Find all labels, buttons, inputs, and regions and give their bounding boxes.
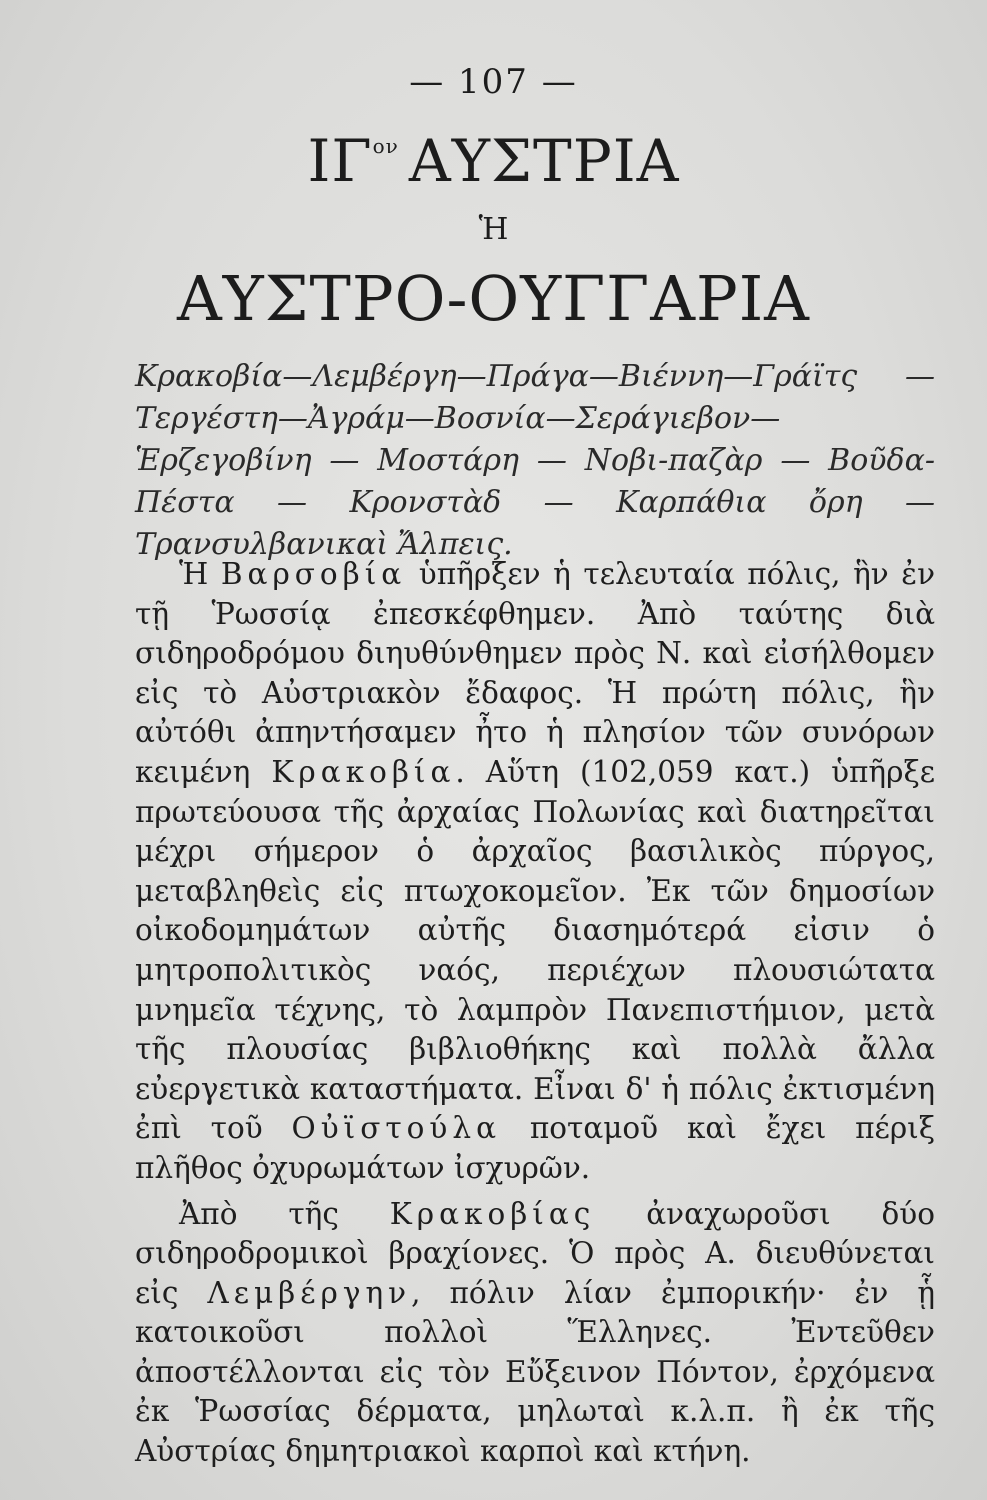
place-name: Κρακοβία	[271, 754, 456, 789]
chapter-heading	[0, 127, 987, 195]
text-run: ποταμοῦ καὶ ἔχει πέριξ πλῆθος ὀχυρωμάτων ἰσχυρῶν.	[135, 1111, 936, 1185]
place-name: Λεμβέργην	[207, 1275, 412, 1310]
chapter-subtitle: ΑΥΣΤΡΟ-ΟΥΓΓΑΡΙΑ	[177, 262, 810, 335]
text-run: ἀναχωροῦσι δύο σιδηροδρομικοὶ βραχίονες. Ὁ πρὸς Α. διευθύνεται εἰς	[135, 1196, 935, 1310]
chapter-summary: Κρακοβία—Λεμβέργη—Πράγα—Βιέννη—Γράϊτς —Τεργέστη—Ἀγράμ—Βοσνία—Σεράγιεβον—Ἑρζεγοβίνη — Μοστάρη — Νοβι-παζὰρ — Βοῦδα-Πέστα — Κρονστὰδ — Καρπάθια ὄρη — Τρανσυλβανικαὶ Ἄλπεις.	[135, 359, 935, 562]
body-text	[135, 555, 935, 1472]
text-run: Ἀπὸ τῆς	[179, 1196, 390, 1231]
text-run: . Αὕτη (102,059 κατ.) ὑπῆρξε πρωτεύουσα τῆς ἀρχαίας Πολωνίας καὶ διατηρεῖται μέχρι σήμερον ὁ ἀρχαῖος βασιλικὸς πύργος, μεταβληθεὶς εἰς πτωχοκομεῖον. Ἐκ τῶν δημοσίων οἰκοδομημάτων αὐτῆς διασημότερά εἰσιν ὁ μητροπολιτικὸς ναός, περιέχων πλουσιώτατα μνημεῖα τέχνης, τὸ λαμπρὸν Πανεπιστήμιον, μετὰ τῆς πλουσίας βιβλιοθήκης καὶ πολλὰ ἄλλα εὐεργετικὰ καταστήματα. Εἶναι δ' ἡ πόλις ἐκτισμένη ἐπὶ τοῦ	[135, 754, 935, 1146]
text-run: ὑπῆρξεν ἡ τελευταία πόλις, ἣν ἐν τῇ Ῥωσσίᾳ ἐπεσκέφθημεν. Ἀπὸ ταύτης διὰ σιδηροδρόμου διηυθύνθημεν πρὸς Ν. καὶ εἰσήλθομεν εἰς τὸ Αὐστριακὸν ἔδαφος. Ἡ πρώτη πόλις, ἣν αὐτόθι ἀπηντήσαμεν ἦτο ἡ πλησίον τῶν συνόρων κειμένη	[135, 557, 935, 789]
chapter-superscript: ον	[372, 134, 399, 158]
chapter-title: ΑΥΣΤΡΙΑ	[408, 127, 680, 195]
place-name: Κρακοβίας	[389, 1196, 596, 1231]
paragraph	[135, 1195, 935, 1472]
paragraph	[135, 555, 935, 1189]
place-name: Βαρσοβία	[220, 557, 407, 591]
text-run: , πόλιν λίαν ἐμπορικήν· ἐν ᾗ κατοικοῦσι πολλοὶ Ἕλληνες. Ἐντεῦθεν ἀποστέλλονται εἰς τὸν Εὔξεινον Πόντον, ἐρχόμενα ἐκ Ῥωσσίας δέρματα, μηλωταὶ κ.λ.π. ἢ ἐκ τῆς Αὐστρίας δημητριακοὶ καρποὶ καὶ κτήνη.	[135, 1275, 935, 1469]
chapter-numeral	[307, 127, 408, 195]
page-number: — 107 —	[409, 62, 578, 102]
place-name: Οὐϊστούλα	[291, 1111, 501, 1146]
title-connector: Ἡ	[478, 212, 509, 247]
chapter-numeral-text: ΙΓ	[307, 127, 373, 195]
text-run: Ἡ	[179, 557, 221, 591]
